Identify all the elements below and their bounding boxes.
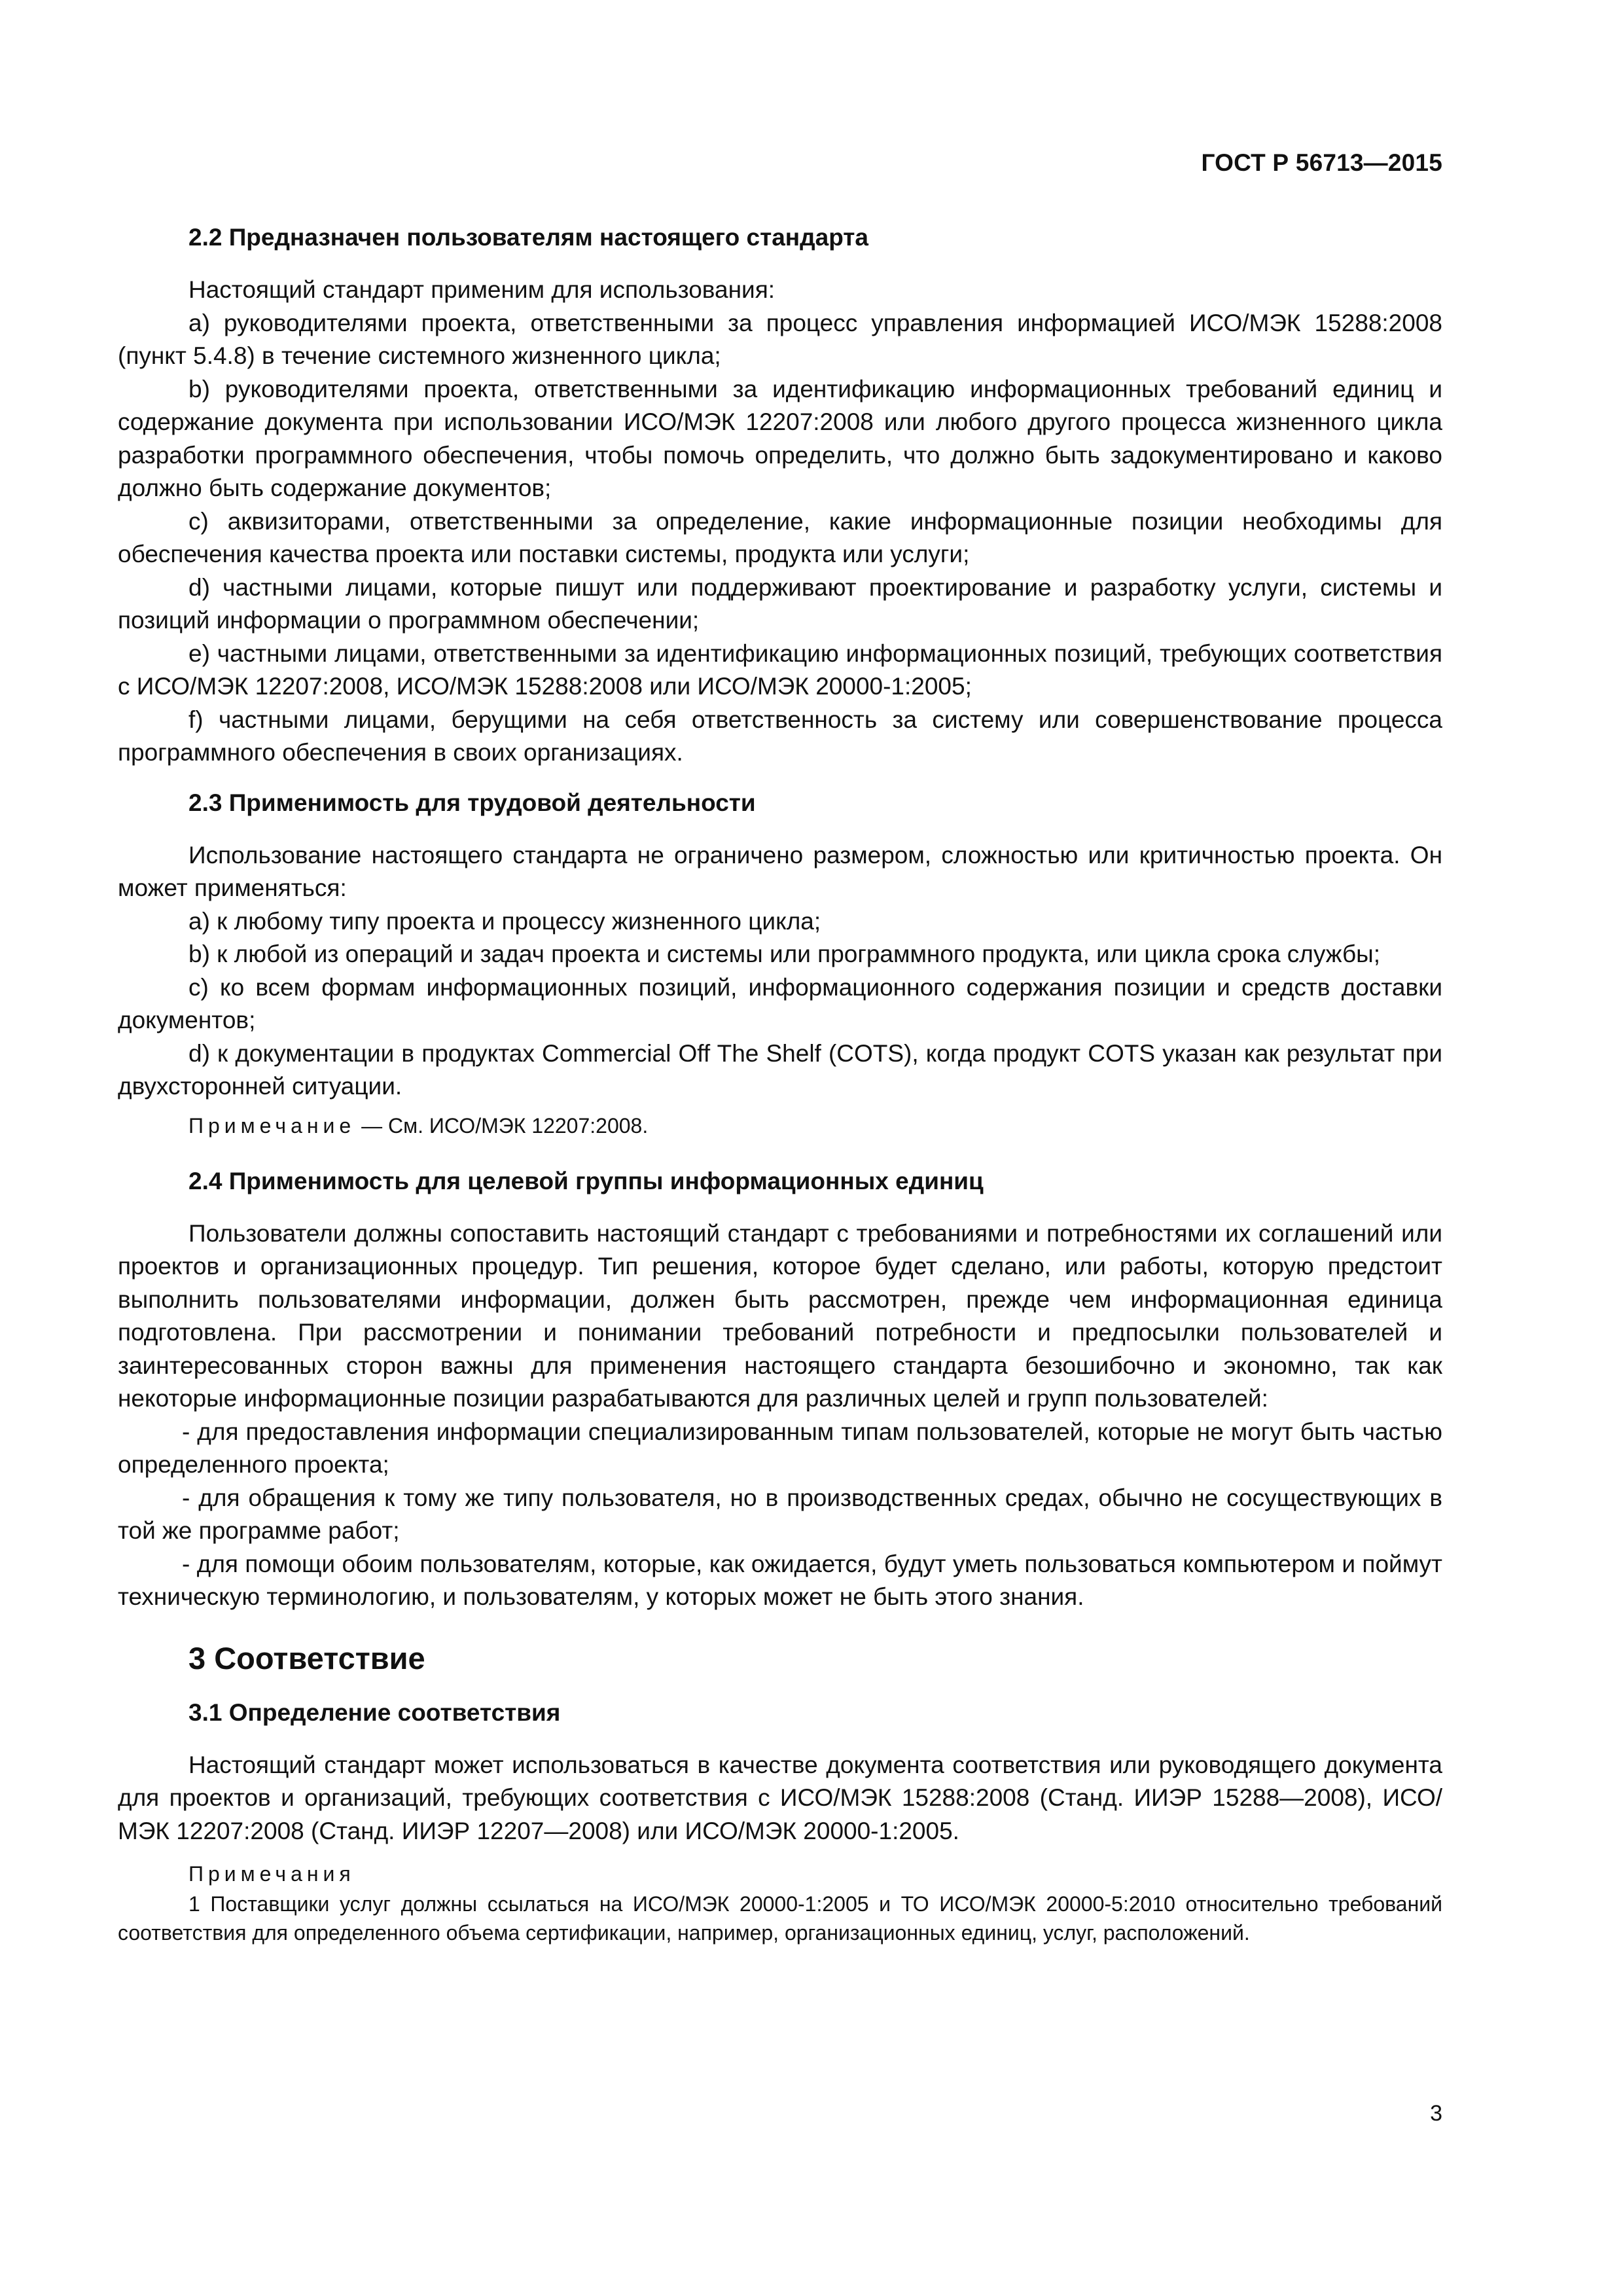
list-item: - для помощи обоим пользователям, которые, как ожидается, будут уметь пользоваться компьютером и поймут техническую терминологию, и пользователям, у которых может не быть этого знания. [118, 1550, 1442, 1610]
paragraph: Использование настоящего стандарта не ограничено размером, сложностью или критичностью проекта. Он может применяться: [118, 841, 1442, 901]
note-text: — См. ИСО/МЭК 12207:2008. [355, 1113, 649, 1138]
page-number: 3 [1430, 2101, 1442, 2126]
document-body [118, 221, 1442, 1947]
paragraph: Настоящий стандарт применим для использования: [188, 276, 776, 303]
notes-label [188, 1858, 1442, 1890]
list-item: a) к любому типу проекта и процессу жизненного цикла; [188, 907, 821, 935]
list-item: c) аквизиторами, ответственными за определение, какие информационные позиции необходимы для обеспечения качества проекта или поставки системы, продукта или услуги; [118, 507, 1442, 567]
list-item: d) частными лицами, которые пишут или поддерживают проектирование и разработку услуги, системы и позиций информации о программном обеспечении; [118, 573, 1442, 634]
list-item: - для обращения к тому же типу пользователя, но в производственных средах, обычно не сосуществующих в той же программе работ; [118, 1484, 1442, 1544]
list-item: b) руководителями проекта, ответственными за идентификацию информационных требований единиц и содержание документа при использовании ИСО/МЭК 12207:2008 или любого другого процесса жизненного цикла разработки программного обеспечения, чтобы помочь определить, что должно быть задокументировано и каково должно быть содержание документов; [118, 375, 1442, 501]
list-item: c) ко всем формам информационных позиций, информационного содержания позиции и средств доставки документов; [118, 973, 1442, 1033]
section-2-4 [118, 1165, 1442, 1614]
paragraph: Пользователи должны сопоставить настоящий стандарт с требованиями и потребностями их соглашений или проектов и организационных процедур. Тип решения, которое будет сделано, или работы, которую предстоит выполнить пользователями информации, должен быть рассмотрен, прежде чем информационная единица подготовлена. При рассмотрении и понимании требований потребности и предпосылки пользователей и заинтересованных сторон важны для применения настоящего стандарта безошибочно и экономно, так как некоторые информационные позиции разрабатываются для различных целей и групп пользователей: [118, 1219, 1442, 1412]
note-label: Примечание [188, 1113, 356, 1138]
list-item: b) к любой из операций и задач проекта и системы или программного продукта, или цикла срока службы; [188, 941, 1381, 967]
note [188, 1110, 1442, 1141]
section-2-2 [118, 221, 1442, 770]
list-item: a) руководителями проекта, ответственными за процесс управления информацией ИСО/МЭК 15288:2008 (пункт 5.4.8) в течение системного жизненного цикла; [118, 309, 1442, 369]
spacer [118, 770, 1442, 787]
notes-label-text: Примечания [188, 1862, 355, 1886]
list-item: - для предоставления информации специализированным типам пользователей, которые не могут быть частью определенного проекта; [118, 1418, 1442, 1478]
spacer [118, 1148, 1442, 1165]
section-heading: 2.2 Предназначен пользователям настоящего стандарта [188, 224, 868, 251]
section-3 [118, 1639, 1442, 1948]
note-item: 1 Поставщики услуг должны ссылаться на ИСО/МЭК 20000-1:2005 и ТО ИСО/МЭК 20000-5:2010 относительно требований соответствия для определенного объема сертификации, например, организационных единиц, услуг, расположений. [118, 1892, 1442, 1945]
chapter-heading: 3 Соответствие [188, 1640, 425, 1676]
section-heading: 2.3 Применимость для трудовой деятельности [188, 789, 756, 816]
document-code: ГОСТ Р 56713—2015 [1201, 149, 1442, 176]
section-2-3 [118, 787, 1442, 1141]
section-heading: 2.4 Применимость для целевой группы информационных единиц [188, 1167, 984, 1194]
paragraph: Настоящий стандарт может использоваться в качестве документа соответствия или руководящего документа для проектов и организаций, требующих соответствия с ИСО/МЭК 15288:2008 (Станд. ИИЭР 15288—2008), ИСО/МЭК 12207:2008 (Станд. ИИЭР 12207—2008) или ИСО/МЭК 20000-1:2005. [118, 1751, 1442, 1844]
section-heading: 3.1 Определение соответствия [188, 1698, 561, 1726]
list-item: d) к документации в продуктах Commercial Off The Shelf (COTS), когда продукт COTS указан как результат при двухсторонней ситуации. [118, 1039, 1442, 1100]
list-item: f) частными лицами, берущими на себя ответственность за систему или совершенствование процесса программного обеспечения в своих организациях. [118, 706, 1442, 766]
list-item: e) частными лицами, ответственными за идентификацию информационных позиций, требующих соответствия с ИСО/МЭК 12207:2008, ИСО/МЭК 15288:2008 или ИСО/МЭК 20000-1:2005; [118, 639, 1442, 700]
